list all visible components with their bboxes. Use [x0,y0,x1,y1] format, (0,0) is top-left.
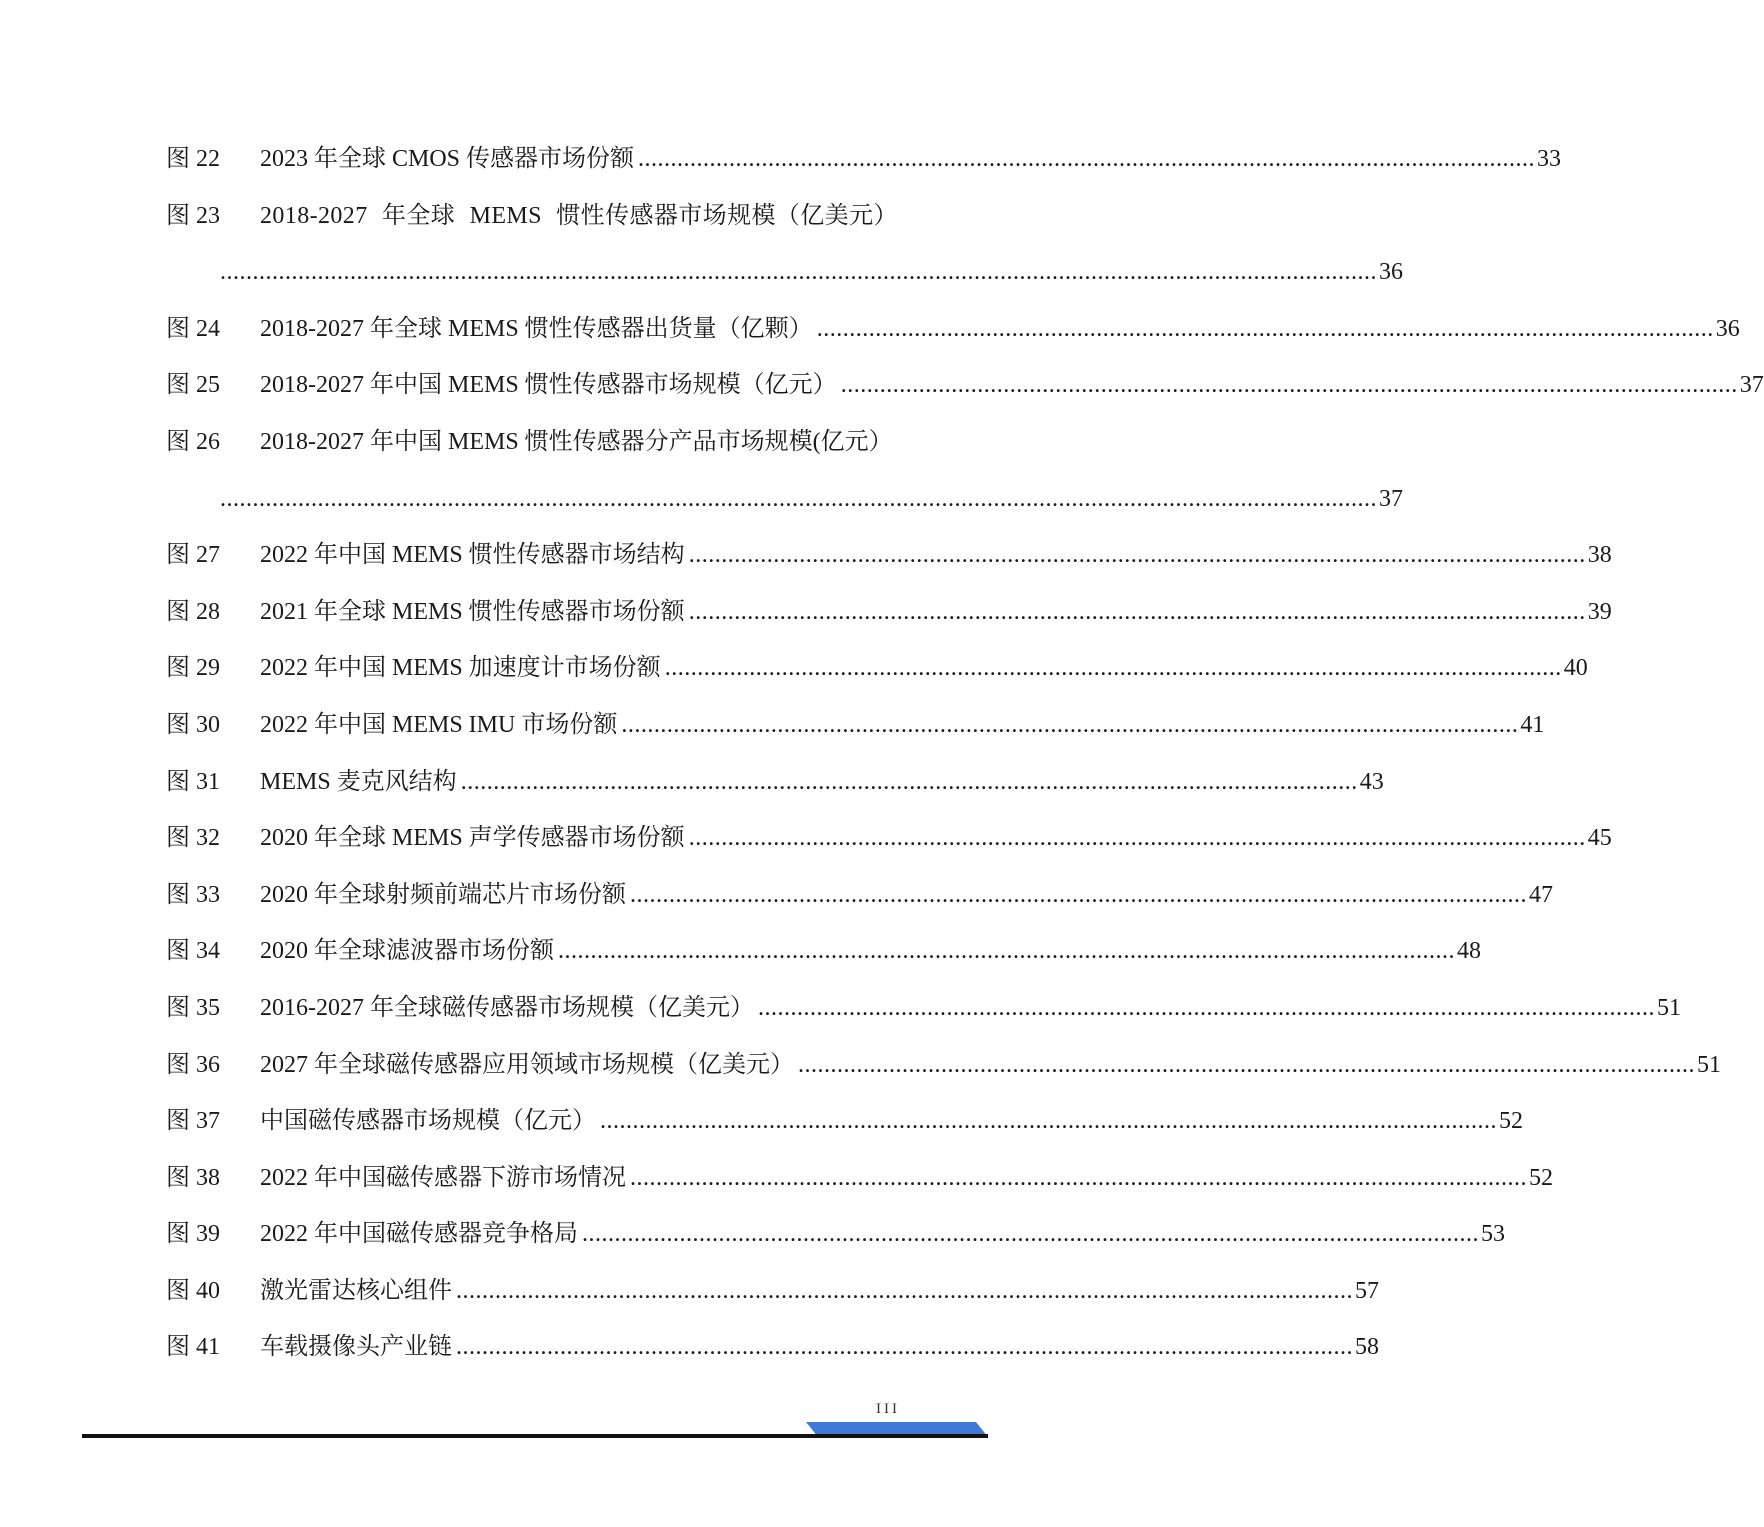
figure-title: 激光雷达核心组件 [260,1277,452,1304]
figure-title: 2022 年中国 MEMS IMU 市场份额 [260,711,618,738]
dot-leader: .......................................................................................................................................... [840,372,1738,399]
figure-label: 图 33 [166,881,220,908]
page-number: 41 [1520,711,1545,738]
toc-row[interactable] [166,697,1545,754]
dot-leader: .......................................................................................................................................... [456,1277,1353,1304]
figure-title: 2020 年全球滤波器市场份额 [260,938,554,965]
figure-title: 2016-2027 年全球磁传感器市场规模（亿美元） [260,994,754,1021]
page-number: 52 [1529,1164,1553,1191]
figure-label: 图 31 [166,768,220,795]
figure-label: 图 27 [166,542,220,569]
toc-row[interactable] [166,923,1481,980]
toc-row[interactable] [166,980,1681,1037]
figure-title: 2018-2027 年中国 MEMS 惯性传感器分产品市场规模(亿元） [260,428,893,455]
figure-label: 图 41 [166,1334,220,1361]
figure-title: 2020 年全球 MEMS 声学传感器市场份额 [260,825,685,852]
figure-title: 2018-2027 年中国 MEMS 惯性传感器市场规模（亿元） [260,372,837,399]
toc-row[interactable] [166,527,1612,584]
page-number: 38 [1587,542,1612,569]
figure-label: 图 34 [166,938,220,965]
dot-leader: .......................................................................................................................................... [688,542,1586,569]
toc-row[interactable] [166,1263,1379,1320]
figure-label: 图 24 [166,315,220,342]
toc-row-continuation[interactable] [166,244,1403,301]
dot-leader: .......................................................................................................................................... [600,1108,1497,1135]
figure-label: 图 36 [166,1051,220,1078]
dot-leader: .......................................................................................................................................... [688,598,1586,625]
figure-title: 2022 年中国 MEMS 加速度计市场份额 [260,655,661,682]
toc-row[interactable] [166,584,1612,641]
toc-row[interactable] [166,1206,1505,1263]
figure-title: 2022 年中国磁传感器竞争格局 [260,1221,578,1248]
figure-title: 2023 年全球 CMOS 传感器市场份额 [260,146,635,172]
toc-row[interactable] [166,414,918,471]
dot-leader: .......................................................................................................................................... [798,1051,1695,1078]
dot-leader: .......................................................................................................................................... [638,146,1536,172]
dot-leader: .................................................................................................................................................................................. [220,259,1377,286]
page-number: 58 [1355,1334,1379,1361]
page-number: 37 [1379,485,1403,512]
toc-row[interactable] [166,1093,1523,1150]
dot-leader: .......................................................................................................................................... [758,994,1655,1021]
page-number: 47 [1529,881,1553,908]
page-number: 51 [1697,1051,1721,1078]
footer-page-number: III [876,1401,900,1417]
toc-row[interactable] [166,357,1764,414]
page-number: 36 [1379,259,1403,286]
page-number: 36 [1715,315,1740,342]
page-number: 33 [1537,146,1562,172]
figure-title: 车载摄像头产业链 [260,1334,452,1361]
toc-row-continuation[interactable] [166,471,1403,528]
page-number: 45 [1587,825,1612,852]
toc-row[interactable] [166,640,1588,697]
figure-label: 图 37 [166,1108,220,1135]
figure-label: 图 32 [166,825,220,852]
page-number: 52 [1499,1108,1523,1135]
figure-label: 图 39 [166,1221,220,1248]
figure-title: 中国磁传感器市场规模（亿元） [260,1108,596,1135]
toc-row[interactable] [166,1319,1379,1376]
figure-label: 图 26 [166,428,220,455]
dot-leader: .......................................................................................................................................... [688,825,1586,852]
toc-row[interactable] [166,754,1384,811]
figure-title: 2018-2027 年全球 MEMS 惯性传感器市场规模（亿美元） [260,202,898,229]
figure-title: 2021 年全球 MEMS 惯性传感器市场份额 [260,598,685,625]
toc-row[interactable] [166,810,1612,867]
figure-title: MEMS 麦克风结构 [260,768,457,795]
page-number: 39 [1587,598,1612,625]
toc-row[interactable] [166,131,1562,188]
dot-leader: .......................................................................................................................................... [460,768,1358,795]
dot-leader: .................................................................................................................................................................................. [220,485,1377,512]
page-number: 37 [1739,372,1764,399]
figure-list [166,131,1764,1376]
dot-leader: .......................................................................................................................................... [621,711,1519,738]
figure-label: 图 22 [166,146,220,172]
page-number: 40 [1563,655,1588,682]
figure-title: 2022 年中国磁传感器下游市场情况 [260,1164,626,1191]
page-number: 51 [1657,994,1681,1021]
page-number: 53 [1481,1221,1505,1248]
dot-leader: .......................................................................................................................................... [456,1334,1353,1361]
figure-label: 图 25 [166,372,220,399]
dot-leader: .......................................................................................................................................... [558,938,1455,965]
page-number: 48 [1457,938,1481,965]
page-number: 43 [1359,768,1384,795]
figure-label: 图 30 [166,711,220,738]
page-number: 57 [1355,1277,1379,1304]
toc-row[interactable] [166,1150,1553,1207]
figure-title: 2018-2027 年全球 MEMS 惯性传感器出货量（亿颗） [260,315,813,342]
figure-label: 图 29 [166,655,220,682]
figure-title: 2027 年全球磁传感器应用领域市场规模（亿美元） [260,1051,794,1078]
figure-title: 2022 年中国 MEMS 惯性传感器市场结构 [260,542,685,569]
toc-row[interactable] [166,301,1740,358]
figure-label: 图 40 [166,1277,220,1304]
dot-leader: .......................................................................................................................................... [816,315,1714,342]
figure-label: 图 38 [166,1164,220,1191]
dot-leader: .......................................................................................................................................... [664,655,1562,682]
dot-leader: .......................................................................................................................................... [582,1221,1479,1248]
figure-label: 图 28 [166,598,220,625]
dot-leader: .......................................................................................................................................... [630,1164,1527,1191]
toc-row[interactable] [166,867,1553,924]
figure-label: 图 23 [166,202,220,229]
dot-leader: .......................................................................................................................................... [630,881,1527,908]
toc-row[interactable] [166,1037,1721,1094]
figure-title: 2020 年全球射频前端芯片市场份额 [260,881,626,908]
figure-label: 图 35 [166,994,220,1021]
footer-rule [82,1434,988,1438]
toc-row[interactable] [166,188,918,245]
